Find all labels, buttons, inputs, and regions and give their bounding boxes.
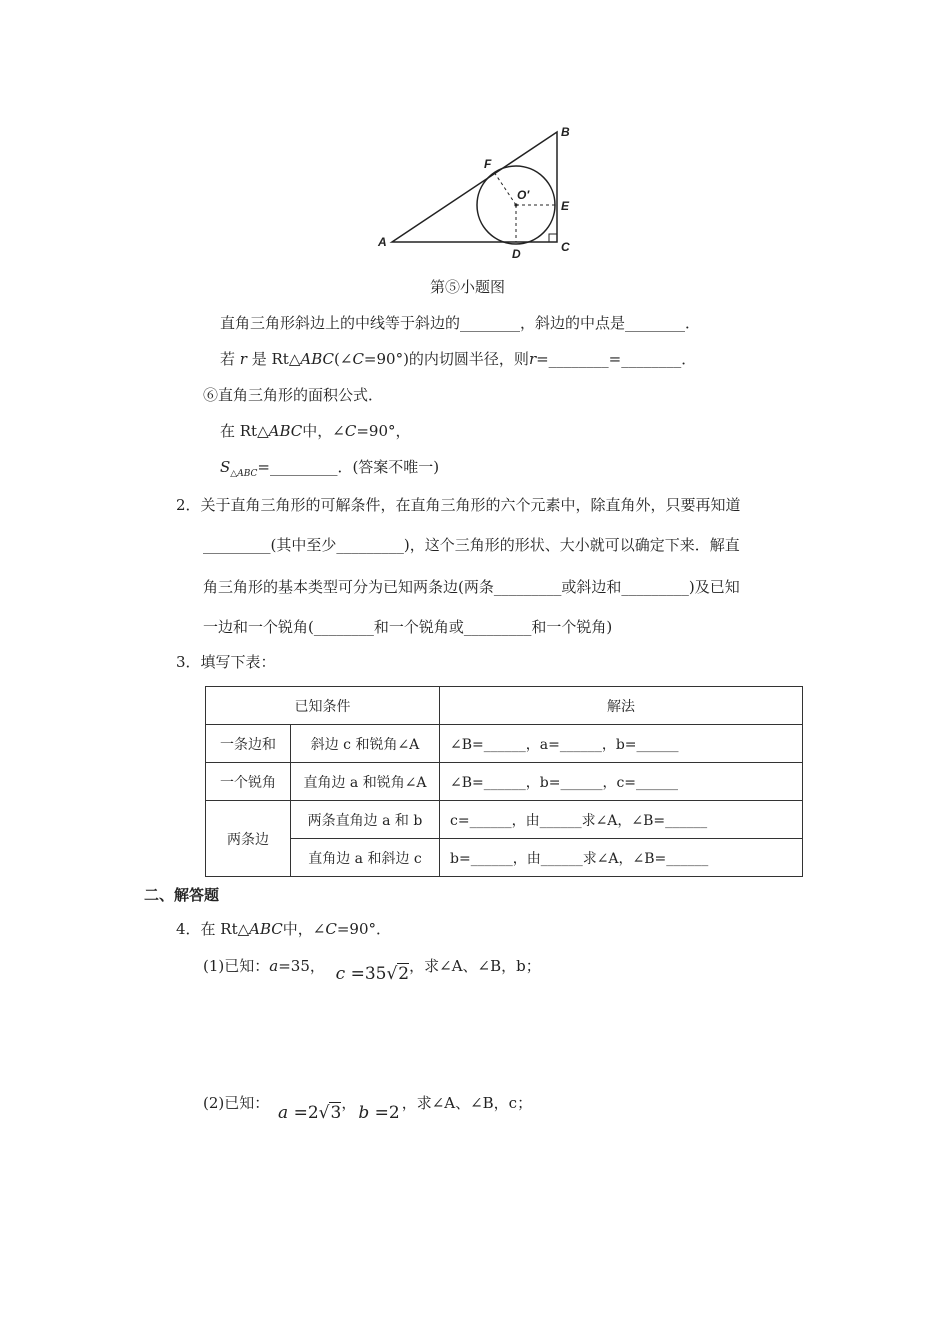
text-seg: (1)已知： [203, 957, 270, 975]
var-r: r [528, 350, 537, 368]
text-seg: ， [341, 1094, 357, 1112]
header-method: 解法 [440, 687, 803, 725]
table-row [206, 763, 803, 801]
var-abc: ABC [249, 920, 283, 938]
var-b: b [358, 1103, 370, 1123]
q3-title: 3．填写下表： [176, 653, 276, 671]
median-line: 直角三角形斜边上的中线等于斜边的________，斜边的中点是________． [220, 314, 701, 332]
center-dot [514, 203, 517, 206]
radicand: 2 [398, 964, 410, 984]
group-cell: 两条边 [206, 801, 291, 877]
label-o: O′ [517, 188, 530, 202]
group-cell: 一条边和 [206, 725, 291, 763]
cond-cell: 斜边 c 和锐角∠A [291, 725, 440, 763]
method-cell: ∠B=______，a=______，b=______ [440, 725, 803, 763]
math-c-eq [336, 964, 409, 984]
method-cell: b=______，由______求∠A，∠B=______ [440, 839, 803, 877]
text-seg: =35 [345, 964, 387, 984]
cond-cell: 直角边 a 和锐角∠A [291, 763, 440, 801]
radicand: 3 [330, 1103, 342, 1123]
label-a: A [378, 235, 387, 249]
label-d: D [512, 247, 521, 261]
var-c: c [335, 964, 346, 984]
method-cell: ∠B=______，b=______，c=______ [440, 763, 803, 801]
area-title: ⑥直角三角形的面积公式． [203, 386, 384, 404]
text-seg: 4．在 Rt△ [176, 920, 250, 938]
triangle-figure [372, 122, 582, 262]
text-seg: 中，∠ [282, 920, 326, 938]
section-title: 二、解答题 [144, 886, 220, 904]
var-c: C [325, 920, 337, 938]
text-seg: =90°． [336, 920, 392, 938]
triangle-abc [392, 132, 557, 242]
var-abc: ABC [300, 350, 335, 368]
text-seg: =90°， [356, 422, 411, 440]
var-s: S [220, 458, 231, 476]
label-e: E [561, 199, 570, 213]
q2-line3: 角三角形的基本类型可分为已知两条边(两条_________或斜边和_________)及已知 [203, 578, 740, 596]
label-c: C [561, 240, 570, 254]
cond-cell: 两条直角边 a 和 b [291, 801, 440, 839]
q4-part2 [203, 1092, 533, 1123]
text-seg: =35， [278, 957, 325, 975]
text-seg: =_________．(答案不唯一) [257, 458, 440, 476]
var-r: r [239, 350, 247, 368]
q2-line1: 2．关于直角三角形的可解条件，在直角三角形的六个元素中，除直角外，只要再知道 [176, 496, 741, 514]
math-a-eq [278, 1103, 341, 1123]
radius-of [494, 172, 516, 205]
table-header-row [206, 687, 803, 725]
sqrt-sign: √ [386, 964, 398, 984]
label-f: F [484, 157, 492, 171]
method-cell: c=______，由______求∠A，∠B=______ [440, 801, 803, 839]
text-seg: (2)已知： [203, 1094, 270, 1112]
q2-line2: _________(其中至少_________)，这个三角形的形状、大小就可以确定下来．解直 [203, 536, 740, 554]
text-seg: (∠ [334, 350, 353, 368]
var-a: a [269, 957, 279, 975]
text-seg: ，求∠A、∠B，c； [401, 1094, 533, 1112]
q4-stem [176, 918, 391, 939]
right-angle-mark [549, 234, 557, 242]
header-known: 已知条件 [206, 687, 440, 725]
triangle-incircle-diagram [372, 122, 582, 262]
table-row [206, 801, 803, 839]
table-row [206, 725, 803, 763]
group-cell: 一个锐角 [206, 763, 291, 801]
area-condition [220, 420, 410, 441]
var-abc: ABC [268, 422, 303, 440]
sqrt-sign: √ [318, 1103, 330, 1123]
figure-caption: 第⑤小题图 [430, 278, 506, 296]
text-seg: =90°)的内切圆半径，则 [363, 350, 529, 368]
cond-cell: 直角边 a 和斜边 c [291, 839, 440, 877]
text-seg: ，求∠A、∠B，b； [409, 957, 541, 975]
var-c: C [352, 350, 364, 368]
q2-line4: 一边和一个锐角(________和一个锐角或_________和一个锐角) [203, 618, 613, 636]
text-seg: 若 [220, 350, 236, 368]
text-seg: 在 Rt△ [220, 422, 269, 440]
solution-table [205, 686, 803, 877]
label-b: B [561, 125, 570, 139]
math-b-eq [358, 1103, 399, 1123]
table-row [206, 839, 803, 877]
var-a: a [278, 1103, 289, 1123]
text-seg: =2 [288, 1103, 319, 1123]
area-formula [220, 456, 439, 479]
q4-part1 [203, 955, 541, 984]
text-seg: =2 [369, 1103, 400, 1123]
text-seg: 是 Rt△ [251, 350, 301, 368]
incircle-line [220, 348, 696, 369]
subscript-abc: △ABC [230, 469, 258, 479]
var-c: C [344, 422, 357, 440]
text-seg: 中，∠ [302, 422, 345, 440]
text-seg: =________=________． [536, 350, 697, 368]
